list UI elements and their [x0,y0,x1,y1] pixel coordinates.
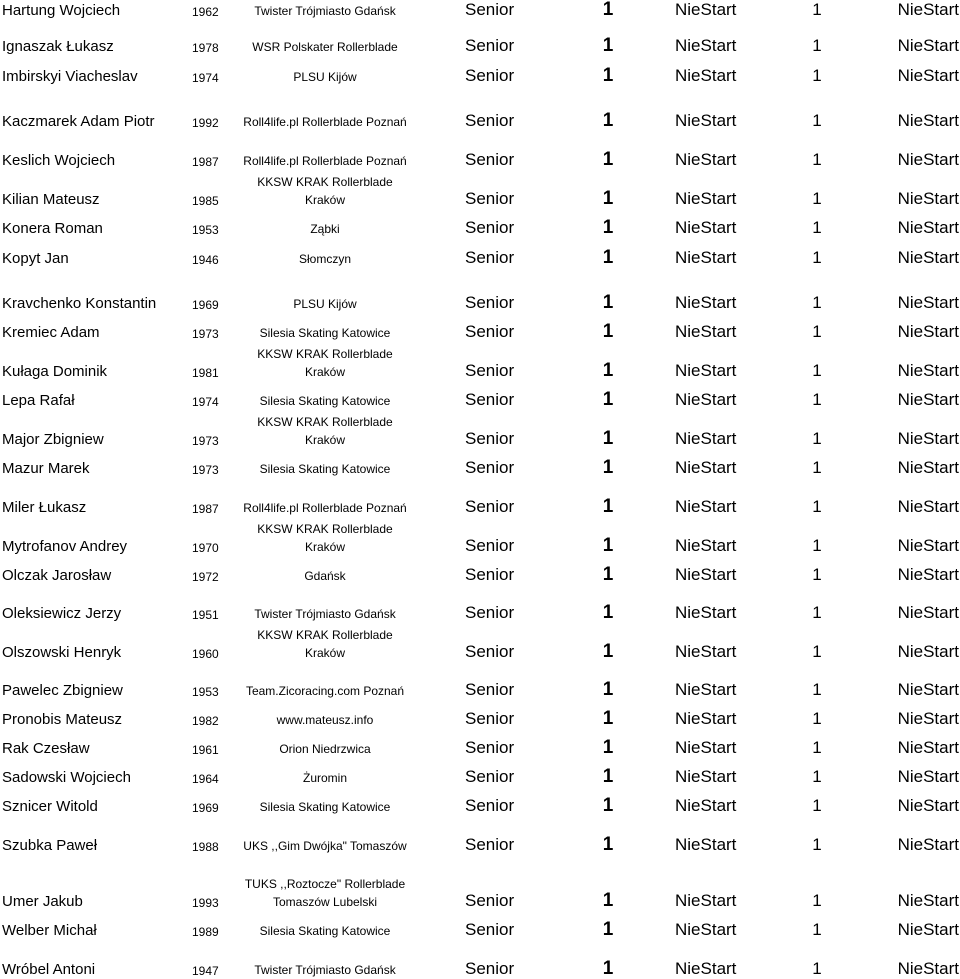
participant-name: Major Zbigniew [2,431,104,448]
birth-year: 1951 [192,608,219,622]
place-cell: 1 [602,247,614,268]
table-row [0,313,960,342]
participant-name: Miler Łukasz [2,499,87,516]
place-cell: 1 [602,602,614,623]
category-cell: Senior [465,429,515,448]
place-cell: 1 [812,36,822,55]
participant-name: Welber Michał [2,922,97,939]
participant-name: Keslich Wojciech [2,152,116,169]
participant-name: Kilian Mateusz [2,191,100,208]
place-cell: 1 [602,292,614,313]
birth-year: 1982 [192,714,219,728]
table-row [0,209,960,238]
status-cell: NieStart [675,189,737,208]
birth-year: 1974 [192,395,219,409]
status-cell: NieStart [897,322,959,341]
place-cell: 1 [812,361,822,380]
birth-year: 1973 [192,327,219,341]
club-name: KKSW KRAK Rollerblade Kraków [257,415,393,447]
participant-name: Kaczmarek Adam Piotr [2,113,155,130]
birth-year: 1946 [192,253,219,267]
participant-name: Umer Jakub [2,893,83,910]
place-cell: 1 [602,188,614,209]
status-cell: NieStart [675,738,737,757]
place-cell: 1 [812,565,822,584]
status-cell: NieStart [897,709,959,728]
birth-year: 1992 [192,116,219,130]
status-cell: NieStart [897,0,959,19]
status-cell: NieStart [675,767,737,786]
place-cell: 1 [602,737,614,758]
club-name: Żuromin [302,771,347,785]
participant-name: Pronobis Mateusz [2,711,123,728]
category-cell: Senior [465,709,515,728]
status-cell: NieStart [897,891,959,910]
status-cell: NieStart [897,150,959,169]
place-cell: 1 [812,642,822,661]
table-row [0,20,960,56]
place-cell: 1 [812,536,822,555]
birth-year: 1993 [192,896,219,910]
place-cell: 1 [812,891,822,910]
status-cell: NieStart [675,361,737,380]
club-name: Słomczyn [298,252,351,266]
status-cell: NieStart [675,322,737,341]
status-cell: NieStart [675,429,737,448]
place-cell: 1 [602,428,614,449]
club-name: TUKS ,,Roztocze" Rollerblade Tomaszów Lubelski [244,877,406,909]
birth-year: 1961 [192,743,219,757]
place-cell: 1 [812,0,822,19]
birth-year: 1973 [192,463,219,477]
status-cell: NieStart [897,497,959,516]
club-name: Silesia Skating Katowice [259,394,391,408]
table-row [0,131,960,170]
status-cell: NieStart [897,738,959,757]
status-cell: NieStart [897,796,959,815]
category-cell: Senior [465,361,515,380]
status-cell: NieStart [675,891,737,910]
place-cell: 1 [812,680,822,699]
club-name: Twister Trójmiasto Gdańsk [254,4,396,18]
status-cell: NieStart [897,458,959,477]
status-cell: NieStart [897,189,959,208]
club-name: Ząbki [310,222,340,236]
place-cell: 1 [812,920,822,939]
place-cell: 1 [812,959,822,978]
status-cell: NieStart [897,680,959,699]
category-cell: Senior [465,322,515,341]
place-cell: 1 [812,189,822,208]
status-cell: NieStart [897,248,959,267]
table-row [0,556,960,585]
place-cell: 1 [812,458,822,477]
table-row [0,816,960,855]
club-name: PLSU Kijów [293,297,357,311]
category-cell: Senior [465,680,515,699]
status-cell: NieStart [897,959,959,978]
status-cell: NieStart [675,150,737,169]
participant-name: Mytrofanov Andrey [2,538,128,555]
category-cell: Senior [465,293,515,312]
place-cell: 1 [602,496,614,517]
club-name: Silesia Skating Katowice [259,326,391,340]
status-cell: NieStart [675,66,737,85]
place-cell: 1 [602,641,614,662]
place-cell: 1 [602,708,614,729]
status-cell: NieStart [675,36,737,55]
place-cell: 1 [602,795,614,816]
participant-name: Wróbel Antoni [2,961,96,978]
status-cell: NieStart [675,497,737,516]
place-cell: 1 [812,497,822,516]
category-cell: Senior [465,0,515,19]
status-cell: NieStart [675,642,737,661]
place-cell: 1 [602,35,614,56]
status-cell: NieStart [897,361,959,380]
category-cell: Senior [465,66,515,85]
place-cell: 1 [812,111,822,130]
place-cell: 1 [602,958,614,979]
place-cell: 1 [812,767,822,786]
club-name: WSR Polskater Rollerblade [252,40,398,54]
participant-name: Kułaga Dominik [2,363,108,380]
category-cell: Senior [465,920,515,939]
club-name: Gdańsk [304,569,346,583]
status-cell: NieStart [897,642,959,661]
category-cell: Senior [465,642,515,661]
club-name: KKSW KRAK Rollerblade Kraków [257,522,393,554]
place-cell: 1 [602,65,614,86]
status-cell: NieStart [675,390,737,409]
birth-year: 1969 [192,801,219,815]
place-cell: 1 [812,293,822,312]
birth-year: 1973 [192,434,219,448]
birth-year: 1974 [192,71,219,85]
table-row [0,56,960,86]
status-cell: NieStart [675,0,737,19]
category-cell: Senior [465,565,515,584]
table-row [0,268,960,313]
status-cell: NieStart [675,565,737,584]
place-cell: 1 [812,66,822,85]
place-cell: 1 [602,110,614,131]
place-cell: 1 [602,679,614,700]
table-row [0,449,960,478]
status-cell: NieStart [897,565,959,584]
place-cell: 1 [812,150,822,169]
participant-name: Konera Roman [2,220,103,237]
place-cell: 1 [602,457,614,478]
category-cell: Senior [465,959,515,978]
status-cell: NieStart [675,458,737,477]
place-cell: 1 [602,149,614,170]
birth-year: 1981 [192,366,219,380]
place-cell: 1 [812,603,822,622]
birth-year: 1985 [192,194,219,208]
place-cell: 1 [812,429,822,448]
birth-year: 1972 [192,570,219,584]
status-cell: NieStart [675,959,737,978]
birth-year: 1978 [192,41,219,55]
category-cell: Senior [465,796,515,815]
participant-name: Olczak Jarosław [2,567,112,584]
club-name: Team.Zicoracing.com Poznań [245,684,405,698]
category-cell: Senior [465,603,515,622]
status-cell: NieStart [675,248,737,267]
place-cell: 1 [602,360,614,381]
category-cell: Senior [465,218,515,237]
status-cell: NieStart [897,835,959,854]
place-cell: 1 [812,709,822,728]
participant-name: Sadowski Wojciech [2,769,131,786]
birth-year: 1953 [192,685,219,699]
table-row [0,758,960,787]
category-cell: Senior [465,767,515,786]
club-name: Silesia Skating Katowice [259,800,391,814]
participant-name: Oleksiewicz Jerzy [2,605,122,622]
category-cell: Senior [465,150,515,169]
status-cell: NieStart [675,680,737,699]
participant-name: Imbirskyi Viacheslav [2,68,138,85]
place-cell: 1 [602,389,614,410]
participant-name: Rak Czesław [2,740,90,757]
table-row [0,623,960,662]
status-cell: NieStart [675,796,737,815]
status-cell: NieStart [897,293,959,312]
place-cell: 1 [602,766,614,787]
birth-year: 1988 [192,840,219,854]
club-name: KKSW KRAK Rollerblade Kraków [257,628,393,660]
birth-year: 1970 [192,541,219,555]
place-cell: 1 [812,248,822,267]
birth-year: 1987 [192,502,219,516]
participant-name: Kravchenko Konstantin [2,295,157,312]
table-row [0,729,960,758]
category-cell: Senior [465,738,515,757]
category-cell: Senior [465,390,515,409]
place-cell: 1 [602,919,614,940]
table-row [0,787,960,816]
category-cell: Senior [465,891,515,910]
place-cell: 1 [602,0,614,20]
status-cell: NieStart [897,36,959,55]
place-cell: 1 [812,796,822,815]
table-row [0,517,960,556]
status-cell: NieStart [675,293,737,312]
club-name: Roll4life.pl Rollerblade Poznań [243,501,407,515]
status-cell: NieStart [675,218,737,237]
club-name: Roll4life.pl Rollerblade Poznań [243,115,407,129]
birth-year: 1953 [192,223,219,237]
category-cell: Senior [465,497,515,516]
club-name: Silesia Skating Katowice [259,924,391,938]
status-cell: NieStart [675,709,737,728]
place-cell: 1 [602,834,614,855]
table-row [0,662,960,700]
participant-name: Pawelec Zbigniew [2,682,123,699]
table-row [0,0,960,20]
table-row [0,478,960,517]
birth-year: 1964 [192,772,219,786]
status-cell: NieStart [897,767,959,786]
category-cell: Senior [465,111,515,130]
table-row [0,381,960,410]
table-row [0,585,960,623]
birth-year: 1987 [192,155,219,169]
status-cell: NieStart [675,835,737,854]
table-row [0,170,960,209]
place-cell: 1 [602,217,614,238]
participant-name: Kopyt Jan [2,250,69,267]
birth-year: 1969 [192,298,219,312]
table-row [0,238,960,268]
club-name: UKS ,,Gim Dwójka" Tomaszów [243,839,407,853]
club-name: Twister Trójmiasto Gdańsk [254,963,396,977]
table-row [0,940,960,979]
status-cell: NieStart [897,66,959,85]
participant-name: Lepa Rafał [2,392,75,409]
table-row [0,855,960,911]
status-cell: NieStart [675,920,737,939]
place-cell: 1 [812,218,822,237]
place-cell: 1 [602,890,614,911]
club-name: KKSW KRAK Rollerblade Kraków [257,347,393,379]
status-cell: NieStart [897,111,959,130]
table-row [0,86,960,131]
club-name: Roll4life.pl Rollerblade Poznań [243,154,407,168]
status-cell: NieStart [897,920,959,939]
place-cell: 1 [812,738,822,757]
participant-name: Kremiec Adam [2,324,100,341]
category-cell: Senior [465,36,515,55]
birth-year: 1947 [192,964,219,978]
place-cell: 1 [602,564,614,585]
status-cell: NieStart [897,429,959,448]
participant-name: Ignaszak Łukasz [2,38,114,55]
club-name: Twister Trójmiasto Gdańsk [254,607,396,621]
status-cell: NieStart [897,603,959,622]
club-name: Silesia Skating Katowice [259,462,391,476]
status-cell: NieStart [897,536,959,555]
place-cell: 1 [602,535,614,556]
participant-name: Szubka Paweł [2,837,98,854]
status-cell: NieStart [897,218,959,237]
table-row [0,700,960,729]
table-row [0,410,960,449]
category-cell: Senior [465,458,515,477]
category-cell: Senior [465,189,515,208]
status-cell: NieStart [675,603,737,622]
participant-name: Sznicer Witold [2,798,98,815]
birth-year: 1962 [192,5,219,19]
category-cell: Senior [465,835,515,854]
club-name: Orion Niedrzwica [279,742,371,756]
club-name: KKSW KRAK Rollerblade Kraków [257,175,393,207]
birth-year: 1960 [192,647,219,661]
place-cell: 1 [602,321,614,342]
table-row [0,911,960,940]
participant-name: Olszowski Henryk [2,644,122,661]
status-cell: NieStart [897,390,959,409]
participant-name: Hartung Wojciech [2,2,121,19]
table-row [0,342,960,381]
place-cell: 1 [812,835,822,854]
category-cell: Senior [465,536,515,555]
club-name: PLSU Kijów [293,70,357,84]
status-cell: NieStart [675,111,737,130]
status-cell: NieStart [675,536,737,555]
place-cell: 1 [812,322,822,341]
participant-name: Mazur Marek [2,460,90,477]
place-cell: 1 [812,390,822,409]
birth-year: 1989 [192,925,219,939]
category-cell: Senior [465,248,515,267]
club-name: www.mateusz.info [276,713,374,727]
